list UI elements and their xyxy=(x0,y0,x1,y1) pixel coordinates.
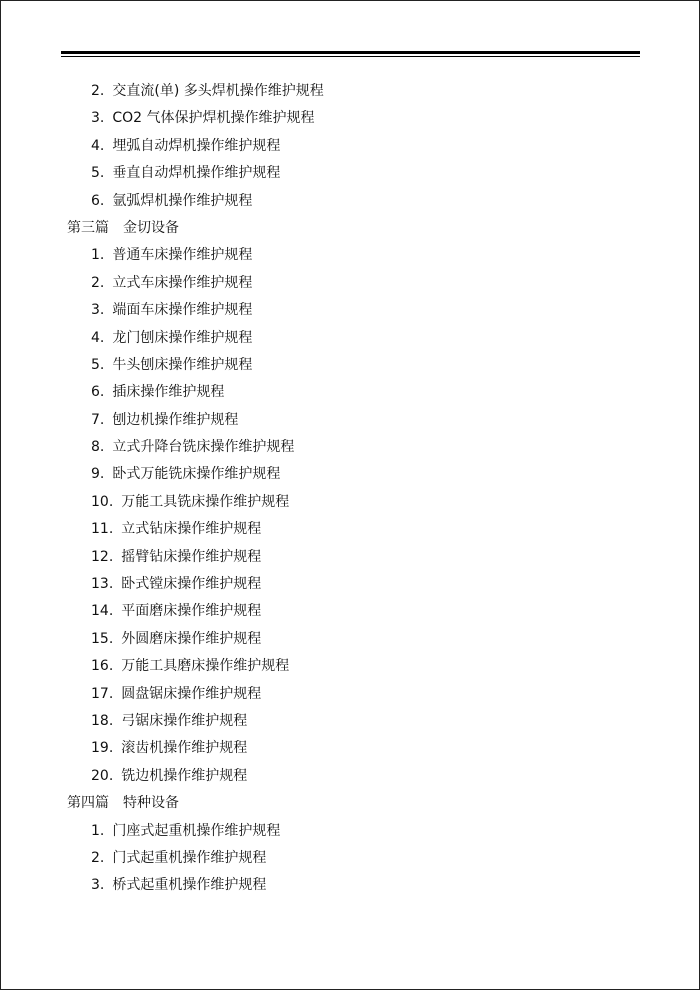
item-title: 圆盘锯床操作维护规程 xyxy=(121,685,262,702)
list-item xyxy=(0,270,700,297)
item-title: 龙门刨床操作维护规程 xyxy=(112,329,253,346)
table-of-contents xyxy=(0,78,700,900)
header-rule-thick xyxy=(61,51,640,54)
section-heading xyxy=(0,215,700,242)
item-number: 10. xyxy=(91,493,114,510)
item-number: 7. xyxy=(91,411,105,428)
list-item xyxy=(0,242,700,269)
item-number: 14. xyxy=(91,603,114,620)
list-item xyxy=(0,845,700,872)
item-title: 摇臂钻床操作维护规程 xyxy=(121,548,262,565)
item-title: 垂直自动焊机操作维护规程 xyxy=(112,165,281,182)
list-item xyxy=(0,78,700,105)
item-number: 18. xyxy=(91,712,114,729)
list-item xyxy=(0,188,700,215)
item-title: 卧式镗床操作维护规程 xyxy=(121,576,262,593)
list-item xyxy=(0,598,700,625)
list-item xyxy=(0,544,700,571)
item-title: 平面磨床操作维护规程 xyxy=(121,603,262,620)
item-number: 12. xyxy=(91,548,114,565)
item-title: 交直流(单) 多头焊机操作维护规程 xyxy=(112,83,324,99)
list-item xyxy=(0,352,700,379)
item-number: 9. xyxy=(91,466,105,483)
list-item xyxy=(0,379,700,406)
list-item xyxy=(0,133,700,160)
list-item xyxy=(0,763,700,790)
section-heading xyxy=(0,790,700,817)
item-title: 氩弧焊机操作维护规程 xyxy=(112,192,253,209)
list-item xyxy=(0,872,700,899)
list-item xyxy=(0,325,700,352)
item-number: 6. xyxy=(91,192,105,209)
item-number: 2. xyxy=(91,274,105,291)
item-title: 万能工具铣床操作维护规程 xyxy=(121,493,290,510)
item-title: 刨边机操作维护规程 xyxy=(112,411,239,428)
item-title: 端面车床操作维护规程 xyxy=(112,302,253,319)
item-number: 13. xyxy=(91,576,114,593)
item-number: 3. xyxy=(91,877,105,894)
item-title: CO2 气体保护焊机操作维护规程 xyxy=(112,110,315,127)
list-item xyxy=(0,297,700,324)
item-number: 8. xyxy=(91,439,105,456)
item-title: 插床操作维护规程 xyxy=(112,384,225,401)
item-title: 牛头刨床操作维护规程 xyxy=(112,356,253,373)
item-number: 5. xyxy=(91,165,105,182)
item-title: 外圆磨床操作维护规程 xyxy=(121,630,262,647)
item-number: 1. xyxy=(91,247,105,264)
item-title: 万能工具磨床操作维护规程 xyxy=(121,658,290,675)
item-title: 铣边机操作维护规程 xyxy=(121,767,248,784)
item-number: 4. xyxy=(91,137,105,154)
item-title: 弓锯床操作维护规程 xyxy=(121,712,248,729)
list-item xyxy=(0,571,700,598)
list-item xyxy=(0,708,700,735)
item-title: 门座式起重机操作维护规程 xyxy=(112,822,281,839)
list-item xyxy=(0,461,700,488)
list-item xyxy=(0,434,700,461)
item-number: 19. xyxy=(91,740,114,757)
item-title: 立式钻床操作维护规程 xyxy=(121,521,262,538)
list-item xyxy=(0,653,700,680)
list-item xyxy=(0,160,700,187)
item-number: 16. xyxy=(91,658,114,675)
list-item xyxy=(0,735,700,762)
section-number: 第三篇 xyxy=(67,219,109,236)
list-item xyxy=(0,105,700,132)
item-number: 11. xyxy=(91,521,114,538)
item-number: 1. xyxy=(91,822,105,839)
item-title: 立式车床操作维护规程 xyxy=(112,274,253,291)
section-title: 特种设备 xyxy=(123,795,179,812)
item-number: 3. xyxy=(91,302,105,319)
item-number: 5. xyxy=(91,356,105,373)
item-title: 滚齿机操作维护规程 xyxy=(121,740,248,757)
section-title: 金切设备 xyxy=(123,219,179,236)
item-title: 桥式起重机操作维护规程 xyxy=(112,877,267,894)
header-rule-thin xyxy=(61,56,640,57)
list-item xyxy=(0,681,700,708)
item-title: 门式起重机操作维护规程 xyxy=(112,849,267,866)
list-item xyxy=(0,818,700,845)
item-number: 15. xyxy=(91,630,114,647)
item-title: 立式升降台铣床操作维护规程 xyxy=(112,439,295,456)
item-title: 埋弧自动焊机操作维护规程 xyxy=(112,137,281,154)
list-item xyxy=(0,626,700,653)
item-title: 卧式万能铣床操作维护规程 xyxy=(112,466,281,483)
list-item xyxy=(0,516,700,543)
section-number: 第四篇 xyxy=(67,795,109,812)
item-number: 17. xyxy=(91,685,114,702)
item-number: 3. xyxy=(91,110,105,127)
list-item xyxy=(0,489,700,516)
item-number: 4. xyxy=(91,329,105,346)
item-number: 2. xyxy=(91,83,105,99)
item-number: 6. xyxy=(91,384,105,401)
item-number: 2. xyxy=(91,849,105,866)
item-number: 20. xyxy=(91,767,114,784)
list-item xyxy=(0,407,700,434)
item-title: 普通车床操作维护规程 xyxy=(112,247,253,264)
